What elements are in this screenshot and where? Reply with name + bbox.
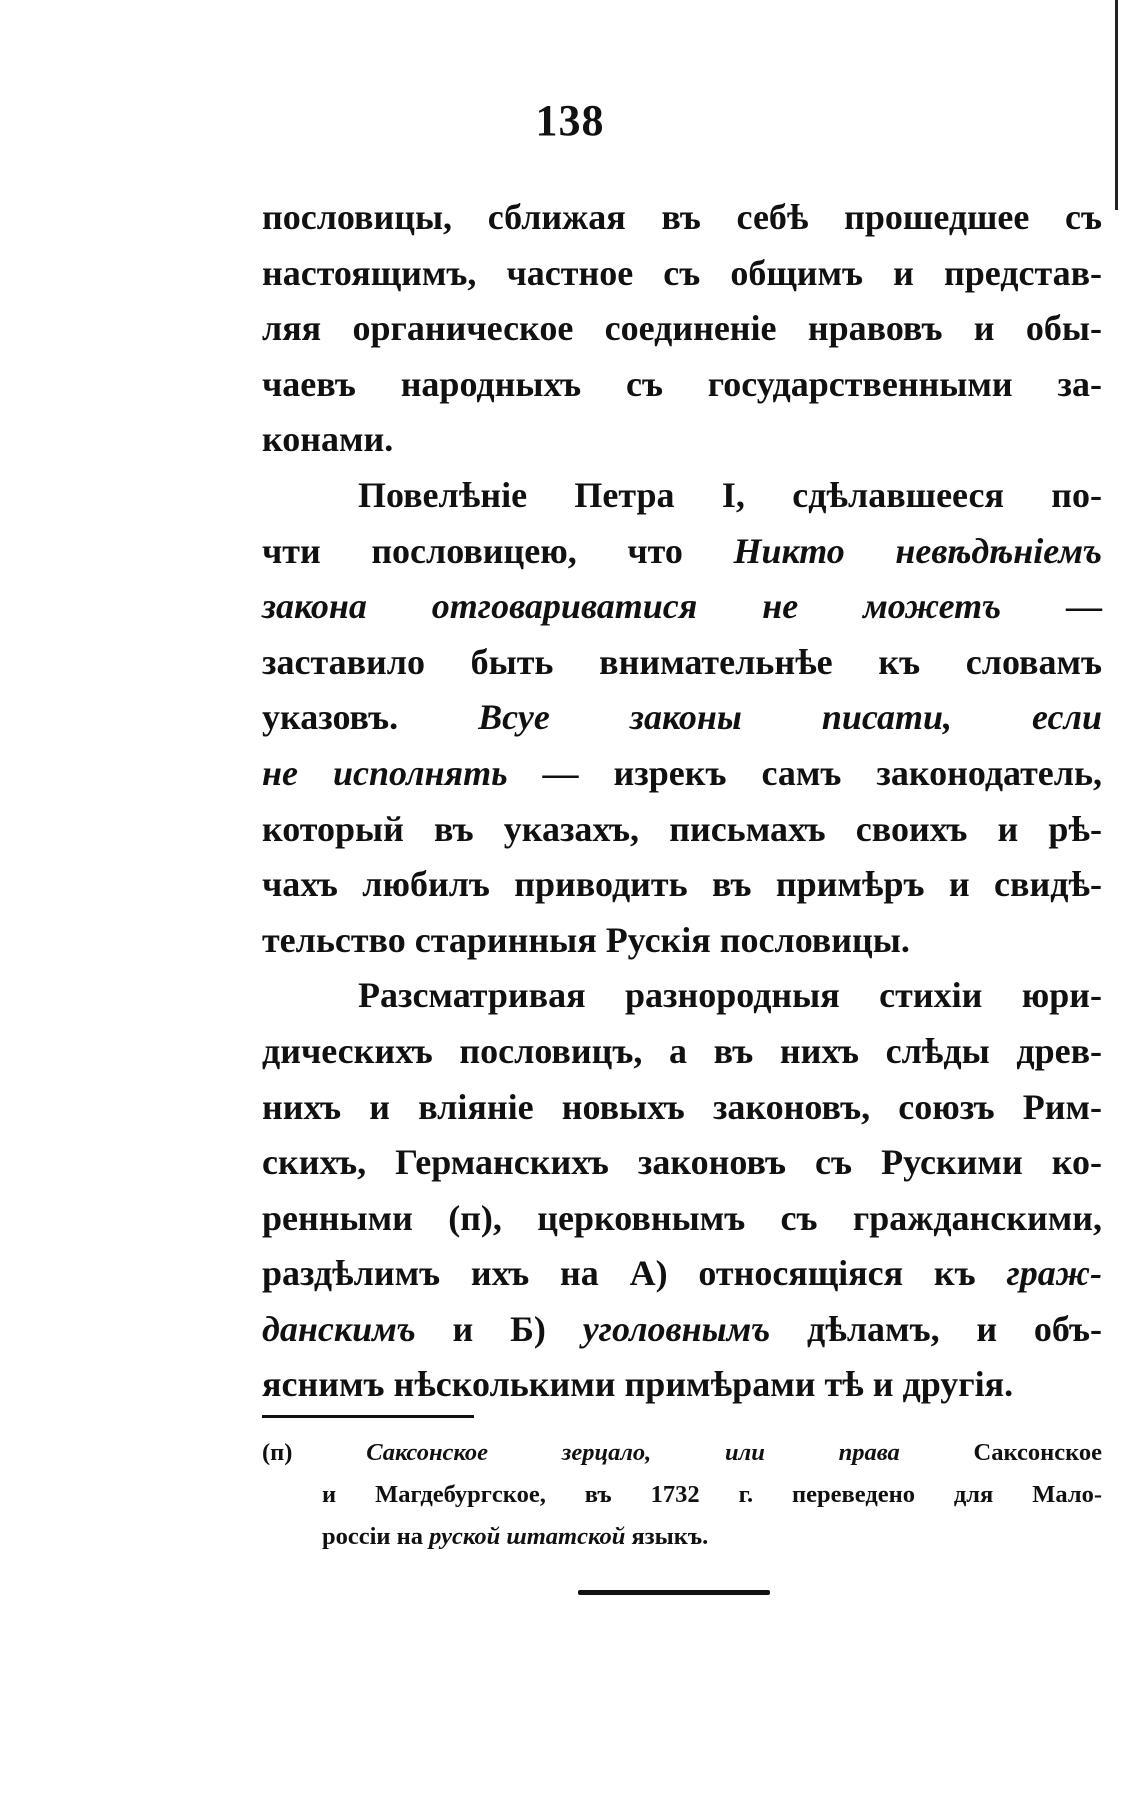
text-line: который въ указахъ, письмахъ своихъ и рѣ- xyxy=(262,808,1102,849)
text-run: языкъ. xyxy=(625,1523,709,1550)
text-line xyxy=(262,690,1102,746)
text-line: чахъ любилъ приводить въ примѣръ и свидѣ- xyxy=(262,864,1102,905)
text-run: — xyxy=(1001,586,1102,627)
italic-quote: не исполнять xyxy=(262,752,508,793)
text-line: чаевъ народныхъ съ государственными за- xyxy=(262,363,1102,404)
text-line xyxy=(262,1302,1102,1358)
italic-term: руской штатской xyxy=(429,1523,626,1550)
text-run: дѣламъ, и объ- xyxy=(770,1308,1103,1349)
text-run: указовъ. xyxy=(262,697,479,738)
text-line xyxy=(262,579,1102,635)
footnote-line xyxy=(262,1516,1102,1558)
text-line: скихъ, Германскихъ законовъ съ Рускими ко- xyxy=(262,1142,1102,1183)
italic-term: уголовнымъ xyxy=(582,1308,771,1349)
text-line: ренными (п), церковнымъ съ гражданскими, xyxy=(262,1197,1102,1238)
end-ornament-rule xyxy=(578,1590,770,1595)
text-line: яснимъ нѣсколькими примѣрами тѣ и другiя. xyxy=(262,1364,1014,1405)
italic-quote: Всуе законы писати, если xyxy=(478,697,1102,738)
text-line: Повелѣнiе Петра I, сдѣлавшееся по- xyxy=(358,474,1102,515)
italic-term: данскимъ xyxy=(262,1308,416,1349)
italic-term: граж- xyxy=(1006,1253,1102,1294)
text-line xyxy=(262,746,1102,802)
footnote xyxy=(262,1432,1102,1558)
footnote-line: и Магдебургское, въ 1732 г. переведено для Мало- xyxy=(322,1481,1102,1508)
text-line: настоящимъ, частное съ общимъ и представ- xyxy=(262,252,1102,293)
footnote-mark: (п) xyxy=(262,1439,367,1466)
text-line: нихъ и влiянiе новыхъ законовъ, союзъ Рим- xyxy=(262,1086,1102,1127)
text-line: заставило быть внимательнѣе къ словамъ xyxy=(262,641,1102,682)
text-run: чти пословицею, что xyxy=(262,530,734,571)
italic-quote: закона отговариватися не можетъ xyxy=(262,586,1002,627)
text-run: — изрекъ самъ законодатель, xyxy=(507,752,1102,793)
text-run: и Б) xyxy=(415,1308,583,1349)
footnote-rule xyxy=(262,1415,474,1418)
text-line: ляя органическое соединенiе нравовъ и обы- xyxy=(262,308,1102,349)
text-line xyxy=(262,524,1102,580)
body-text xyxy=(262,190,1102,1413)
footnote-title: Саксонское зерцало, или права xyxy=(366,1439,900,1466)
text-line: тельство старинныя Рускiя пословицы. xyxy=(262,919,910,960)
text-line: конами. xyxy=(262,419,394,460)
text-run: Саксонское xyxy=(899,1439,1102,1466)
text-line: Разсматривая разнородныя стихiи юри- xyxy=(358,975,1102,1016)
italic-quote: Никто невѣдѣнiемъ xyxy=(733,530,1102,571)
page-number: 138 xyxy=(535,96,605,145)
text-run: раздѣлимъ ихъ на А) относящiяся къ xyxy=(262,1253,1007,1294)
text-line: пословицы, сближая въ себѣ прошедшее съ xyxy=(262,197,1102,237)
footnote-line xyxy=(262,1432,1102,1474)
text-line xyxy=(262,1246,1102,1302)
text-line: дическихъ пословицъ, а въ нихъ слѣды древ- xyxy=(262,1030,1102,1071)
text-run: россiи на xyxy=(322,1523,430,1550)
